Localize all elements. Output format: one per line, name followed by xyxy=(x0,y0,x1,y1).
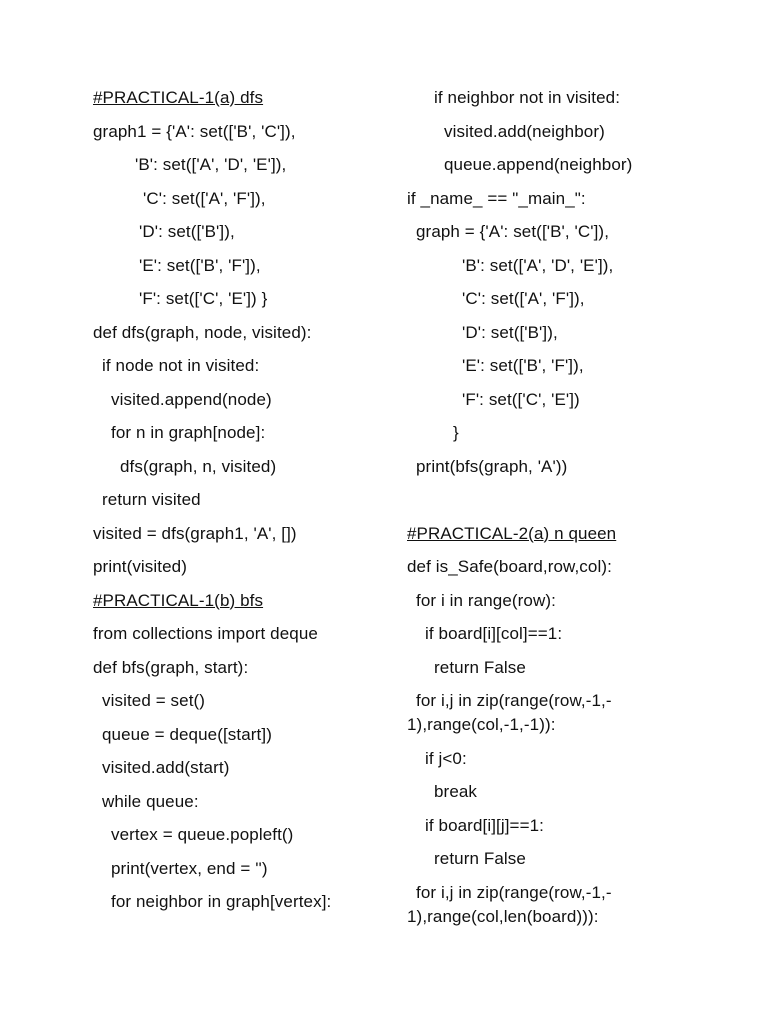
code-line: from collections import deque xyxy=(93,624,318,643)
code-line: 'D': set(['B']), xyxy=(462,322,558,342)
code-line: if board[i][j]==1: xyxy=(425,815,544,835)
code-line: graph1 = {'A': set(['B', 'C']), xyxy=(93,121,296,141)
code-line: return False xyxy=(434,849,526,868)
code-line: 'B': set(['A', 'D', 'E']), xyxy=(462,255,614,275)
section-heading: #PRACTICAL-2(a) n queen xyxy=(407,523,617,543)
code-line: visited.add(start) xyxy=(102,758,230,777)
code-line: for i,j in zip(range(row,-1,- xyxy=(416,882,612,902)
blank-line xyxy=(407,490,707,524)
code-line: print(visited) xyxy=(93,557,187,576)
code-line: 'F': set(['C', 'E']) } xyxy=(139,289,268,308)
code-line: if node not in visited: xyxy=(102,356,260,375)
code-line: 'D': set(['B']), xyxy=(139,222,235,241)
code-line: 1),range(col,len(board))): xyxy=(407,906,599,926)
left-code-column xyxy=(93,88,393,926)
code-line: if board[i][col]==1: xyxy=(425,624,563,643)
code-line: for n in graph[node]: xyxy=(111,423,266,442)
code-line: print(bfs(graph, 'A')) xyxy=(416,456,568,476)
code-line: if _name_ == "_main_": xyxy=(407,188,586,208)
code-line: visited.append(node) xyxy=(111,389,272,409)
code-line: 'C': set(['A', 'F']), xyxy=(462,289,585,308)
code-line: def bfs(graph, start): xyxy=(93,657,249,677)
code-line: graph = {'A': set(['B', 'C']), xyxy=(416,222,610,241)
code-line: break xyxy=(434,782,478,801)
section-heading: #PRACTICAL-1(b) bfs xyxy=(93,590,264,610)
code-line: while queue: xyxy=(102,791,199,811)
code-line: if j<0: xyxy=(425,748,467,768)
code-line: 'E': set(['B', 'F']), xyxy=(139,255,261,275)
code-line: for i in range(row): xyxy=(416,590,556,610)
code-line: print(vertex, end = '') xyxy=(111,858,268,878)
code-line: 1),range(col,-1,-1)): xyxy=(407,715,556,734)
code-line: 'E': set(['B', 'F']), xyxy=(462,356,584,375)
section-heading: #PRACTICAL-1(a) dfs xyxy=(93,88,264,107)
code-line: queue.append(neighbor) xyxy=(444,155,633,174)
code-line: 'B': set(['A', 'D', 'E']), xyxy=(135,155,287,174)
code-line: 'F': set(['C', 'E']) xyxy=(462,389,580,409)
code-line: def dfs(graph, node, visited): xyxy=(93,322,312,342)
code-line: dfs(graph, n, visited) xyxy=(120,456,277,476)
code-line: queue = deque([start]) xyxy=(102,724,272,744)
code-line: return visited xyxy=(102,490,201,509)
code-line: visited = dfs(graph1, 'A', []) xyxy=(93,523,297,543)
code-line: return False xyxy=(434,657,526,677)
code-line: if neighbor not in visited: xyxy=(434,88,621,107)
code-line: for neighbor in graph[vertex]: xyxy=(111,892,332,911)
code-line: visited = set() xyxy=(102,691,206,710)
code-line: def is_Safe(board,row,col): xyxy=(407,557,612,576)
code-line: visited.add(neighbor) xyxy=(444,121,605,141)
code-line: 'C': set(['A', 'F']), xyxy=(143,188,266,208)
code-line: } xyxy=(453,423,459,442)
code-line: for i,j in zip(range(row,-1,- xyxy=(416,691,612,710)
right-code-column xyxy=(407,88,707,940)
code-line: vertex = queue.popleft() xyxy=(111,825,294,844)
